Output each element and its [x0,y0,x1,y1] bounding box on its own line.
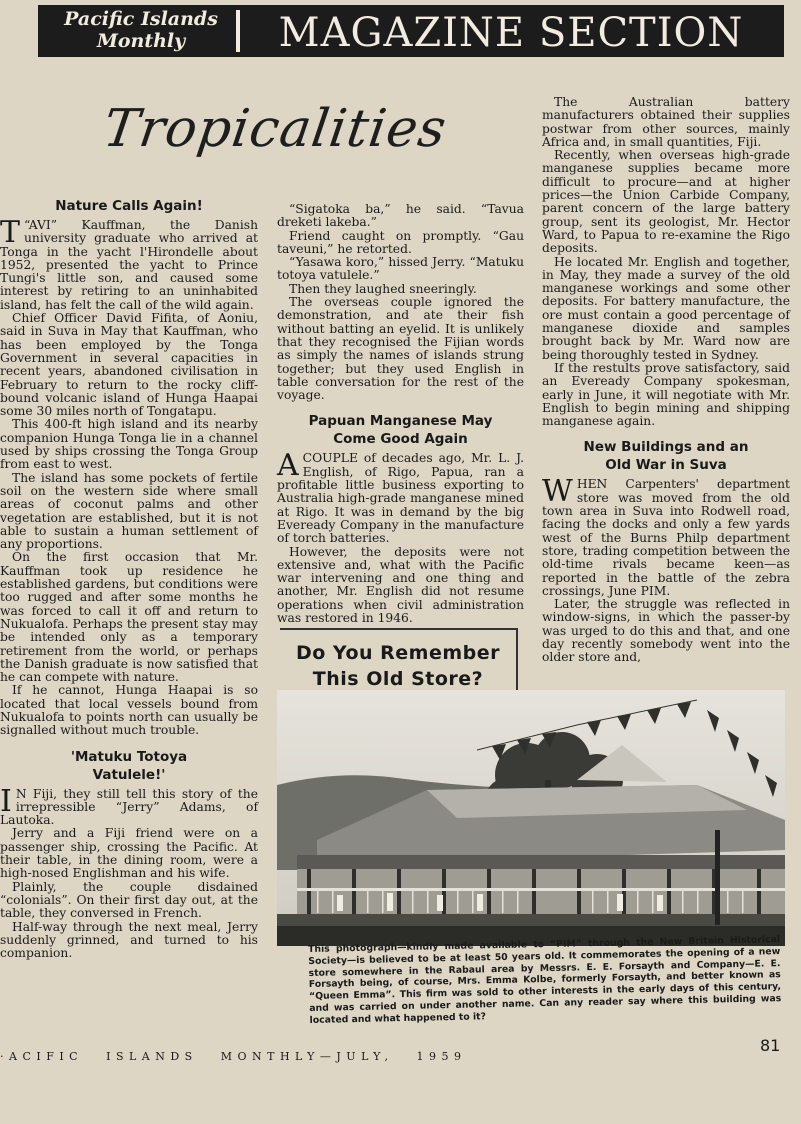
article-paragraph: If he cannot, Hunga Haapai is so located that local vessels bound from Nukualofa to points north can usually be signalled without much trouble. [0,683,258,738]
article-paragraph: Half-way through the next meal, Jerry suddenly grinned, and turned to his companion. [0,919,258,961]
masthead-left-line2: Monthly [96,30,186,52]
section-title: Tropicalities [99,99,451,159]
page-number: 81 [760,1036,781,1055]
article-paragraph: He located Mr. English and together, in May, they made a survey of the old manganese workings and some other deposits. For battery manufacture, the ore must contain a good percentage of manganese dioxide and samples brought back by Mr. Ward now are being thoroughly tested in Sydney. [542,254,790,362]
masthead-section-title: MAGAZINE SECTION [278,10,744,56]
article-paragraph: T “AVI” Kauffman, the Danish university graduate who arrived at Tonga in the yacht l'Hirondelle about 1952, presented the yacht to Prince Tungi's little son, and caused some interest by retiring to an uninhabited island, has felt the call of the wild again. [0,215,258,312]
article-paragraph: I N Fiji, they still tell this story of the irrepressible “Jerry” Adams, of Lautoka. [0,783,258,828]
column-3 [542,96,790,665]
article-paragraph: WHEN Carpenters' department store was moved from the old town area in Suva into Rodwell road, facing the docks and only a few yards west of the Burns Philp department store, trading competition between the old-time rivals became keen—as reported in the battle of the zebra crossings, June PIM. [542,474,790,598]
article-heading-matuku-line2: Vatulele!' [92,766,166,783]
article-paragraph: This 400-ft high island and its nearby companion Hunga Tonga lie in a channel used by ships crossing the Tonga Group from east to west. [0,417,258,472]
article-paragraph: Jerry and a Fiji friend were on a passenger ship, crossing the Pacific. At their table, in the dining room, were a high-nosed Englishman and his wife. [0,826,258,881]
article-paragraph: “Yasawa koro,” hissed Jerry. “Matuku totoya vatulele.” [277,255,524,283]
article-paragraph: Later, the struggle was reflected in window-signs, in which the passer-by was urged to do this and that, and one day recently somebody went into the older store and, [542,597,790,665]
masthead-divider [236,10,240,52]
column-1 [0,197,258,960]
drop-cap: A [277,448,299,484]
column-2 [277,203,524,625]
article-heading-nature-calls: Nature Calls Again! [55,198,203,214]
article-paragraph: Recently, when overseas high-grade manganese supplies became more difficult to procure—and at higher prices—the Union Carbide Company, parent concern of the large battery group, sent its geologist, Mr. Hector Ward, to Papua to re-examine the Rigo deposits. [542,148,790,256]
article-heading-new-buildings-line1: New Buildings and an [583,439,749,456]
article-paragraph: Friend caught on promptly. “Gau taveuni,” he retorted. [277,228,524,256]
article-paragraph: Chief Officer David Fifita, of Aoniu, said in Suva in May that Kauffman, who has been employed by the Tonga Government in several capacities in recent years, abandoned civilisation in February to return to the rocky cliff-bound volcanic island of Hunga Haapai some 30 miles north of Tongatapu. [0,311,258,419]
article-paragraph: On the first occasion that Mr. Kauffman took up residence he established gardens, but conditions were too rugged and after some months he was forced to call it off and return to Nukualofa. Perhaps the present stay may be intended only as a temporary retirement from the world, or perhaps the Danish graduate is now satisfied that he can compete with nature. [0,550,258,685]
drop-cap: T [0,215,21,250]
article-paragraph: The Australian battery manufacturers obtained their supplies postwar from other sources, mainly Africa and, in small quantities, Fiji. [542,95,790,149]
article-paragraph: “Sigatoka ba,” he said. “Tavua dreketi lakeba.” [277,202,524,230]
masthead-publication-name [56,8,226,52]
article-paragraph: However, the deposits were not extensive and, what with the Pacific war intervening and one thing and another, Mr. English did not resume operations when civil administration was restored in 1946. [277,544,524,626]
masthead [38,5,784,57]
old-store-heading-line1: Do You Remember [295,642,500,664]
masthead-left-line1: Pacific Islands [64,8,218,30]
article-paragraph: Then they laughed sneeringly. [289,281,477,296]
article-paragraph: ACOUPLE of decades ago, Mr. L. J. English, of Rigo, Papua, ran a profitable little business exporting to Australia high-grade manganese mined at Rigo. It was in demand by the big Eveready Company in the manufacture of torch batteries. [277,448,524,546]
photo-caption: This photograph—kindly made available to “PIM” through the New Britain Historical Society—is believed to be at least 50 years old. It commemorates the opening of a new store somewhere in the Rabaul area by Messrs. E. E. Forsayth and Company—E. E. Forsayth being, of course, Mrs. Emma Kolbe, formerly Forsayth, and better known as “Queen Emma”. This firm was sold to other interests in the early days of this century, and was carried on under another name. Can any reader say where this building was located and what happened to it? [308,934,782,1026]
article-heading-manganese-line1: Papuan Manganese May [308,413,493,430]
drop-cap: I [0,783,12,819]
old-store-heading-line2: This Old Store? [312,668,484,690]
drop-cap: W [542,474,573,510]
article-heading-manganese-line2: Come Good Again [333,431,468,448]
store-building-illustration [277,690,785,946]
old-store-heading-box [280,628,518,694]
article-heading-matuku-line1: 'Matuku Totoya [70,748,188,765]
old-store-photograph [277,690,785,946]
article-paragraph: The island has some pockets of fertile soil on the western side where small areas of coconut palms and other vegetation are established, but it is not able to sustain a human settlement of any proportions. [0,470,258,552]
article-paragraph: If the restults prove satisfactory, said an Eveready Company spokesman, early in June, it will negotiate with Mr. English to begin mining and shipping manganese again. [542,360,790,429]
article-paragraph: Plainly, the couple disdained “colonials”. On their first day out, at the table, they conversed in French. [0,879,258,921]
running-footer: ·ACIFIC ISLANDS MONTHLY—JULY, 1959 [0,1050,467,1063]
article-heading-new-buildings-line2: Old War in Suva [605,457,727,474]
article-paragraph: The overseas couple ignored the demonstration, and ate their fish without batting an eyelid. It is unlikely that they recognised the Fijian words as simply the names of islands strung together; but they used English in table conversation for the rest of the voyage. [277,295,524,403]
old-store-heading [280,640,516,692]
